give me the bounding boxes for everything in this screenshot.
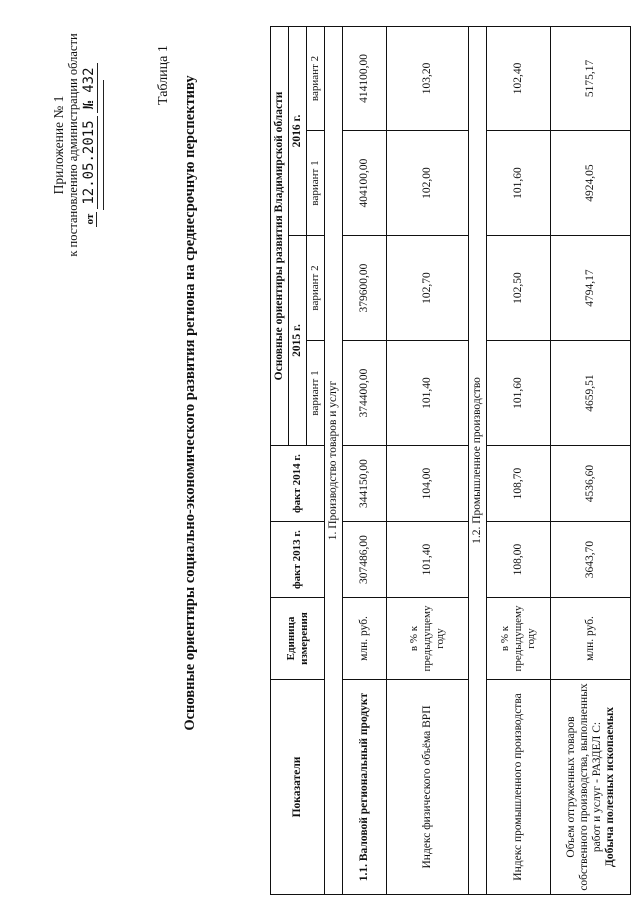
row-unit: млн. руб. [551,598,631,680]
decree-ot: от [84,213,96,225]
row-2015-v2: 102,50 [487,236,551,341]
section-industry: 1.2. Промышленное производство [469,26,487,894]
table-row [387,26,469,894]
row-2015-v2: 379600,00 [343,236,387,341]
row-2016-v2: 414100,00 [343,26,387,130]
row-2015-v1: 374400,00 [343,341,387,446]
section-production: 1. Производство товаров и услуг [325,26,343,894]
row-2016-v2: 103,20 [387,26,469,130]
row-2015-v1: 4659,51 [551,341,631,446]
table-row [551,26,631,894]
row-2015-v1: 101,60 [487,341,551,446]
row-2015-v2: 4794,17 [551,236,631,341]
row-indicator [551,680,631,895]
row-indicator: Индекс физического объёма ВРП [387,680,469,895]
row-fact-2013: 3643,70 [551,522,631,598]
indicators-table [270,26,631,895]
row-fact-2014: 344150,00 [343,446,387,522]
row-indicator-bold: Добыча полезных ископаемых [603,706,616,868]
header-2015-variant-1: вариант 1 [307,341,325,446]
section-row [469,26,487,894]
row-fact-2014: 108,70 [487,446,551,522]
decree-number: 432 [81,63,98,96]
header-2015-variant-2: вариант 2 [307,236,325,341]
appendix-subtitle: к постановлению администрации области [66,33,80,257]
header-2016-variant-2: вариант 2 [307,26,325,130]
header-indicator: Показатели [271,680,325,895]
row-2016-v2: 5175,17 [551,26,631,130]
row-unit: в % к предыдущему году [487,598,551,680]
row-unit: млн. руб. [343,598,387,680]
header-row-1 [271,26,289,894]
header-year-2016: 2016 г. [289,26,307,235]
row-2016-v1: 404100,00 [343,131,387,236]
row-2016-v2: 102,40 [487,26,551,130]
document-title: Основные ориентиры социально-экономического развития региона на среднесрочную перспективу [182,75,198,731]
row-fact-2013: 101,40 [387,522,469,598]
signature-rule [103,80,104,210]
table-row [343,26,387,894]
row-2015-v1: 101,40 [387,341,469,446]
appendix-title: Приложение № 1 [51,95,66,195]
header-fact-2013: факт 2013 г. [271,522,325,598]
row-fact-2014: 104,00 [387,446,469,522]
table-row [487,26,551,894]
section-row [325,26,343,894]
header-year-2015: 2015 г. [289,236,307,446]
row-fact-2013: 307486,00 [343,522,387,598]
decree-line [82,5,97,285]
decree-date: 12.05.2015 [81,116,98,208]
row-unit: в % к предыдущему году [387,598,469,680]
table-label: Таблица 1 [156,45,171,105]
header-unit: Единица измерения [271,598,325,680]
header-fact-2014: факт 2014 г. [271,446,325,522]
row-indicator: 1.1. Валовой региональный продукт [343,680,387,895]
row-2016-v1: 4924,05 [551,131,631,236]
row-fact-2013: 108,00 [487,522,551,598]
header-group: Основные ориентиры развития Владимирской области [271,26,289,445]
row-2015-v2: 102,70 [387,236,469,341]
header-2016-variant-1: вариант 1 [307,131,325,236]
appendix-block [52,5,104,285]
row-indicator-text: Объем отгруженных товаров собственного производства, выполненных работ и услуг - РАЗДЕЛ С: [564,683,603,891]
decree-number-sign: № [81,97,98,113]
row-2016-v1: 102,00 [387,131,469,236]
row-2016-v1: 101,60 [487,131,551,236]
row-indicator: Индекс промышленного производства [487,680,551,895]
row-fact-2014: 4536,60 [551,446,631,522]
